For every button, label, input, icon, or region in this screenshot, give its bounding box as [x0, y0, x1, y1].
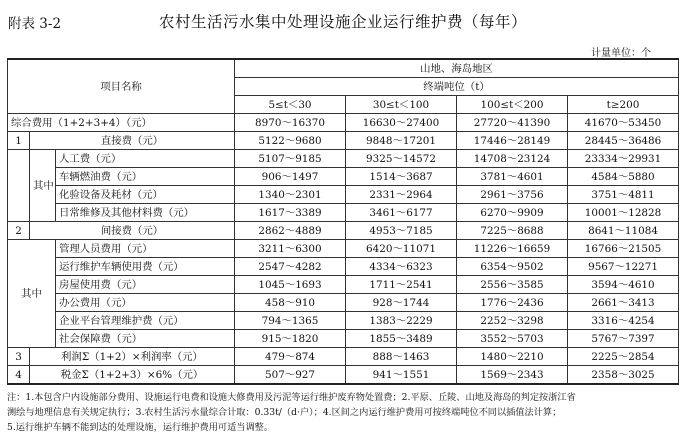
row-label: 日常维修及其他材料费（元） [56, 204, 235, 222]
table-cell: 1383～2229 [346, 312, 457, 330]
table-row [8, 276, 679, 294]
table-cell: 941～1551 [346, 366, 457, 385]
table-cell: 16630～27400 [346, 114, 457, 132]
table-row-total [8, 114, 679, 132]
table-cell: 1514～3687 [346, 168, 457, 186]
table-cell: 6270～9909 [457, 204, 568, 222]
table-cell: 479～874 [235, 348, 346, 366]
table-cell: 3781～4601 [457, 168, 568, 186]
table-cell: 8970～16370 [235, 114, 346, 132]
document-title: 农村生活污水集中处理设施企业运行维护费（每年） [158, 13, 527, 31]
table-cell: 2252～3298 [457, 312, 568, 330]
note-line: 注：1.本包含户内设施部分费用、设施运行电费和设施大修费用及污泥等运行维护废弃物处置费；2.平原、丘陵、山地及海岛的判定按浙江省 [7, 392, 576, 403]
table-cell: 3751～4811 [568, 186, 679, 204]
table-cell: 9567～12271 [568, 258, 679, 276]
table-cell: 7225～8688 [457, 222, 568, 240]
table-cell: 5107～9185 [235, 150, 346, 168]
row-label: 运行维护车辆使用费（元） [56, 258, 235, 276]
table-cell: 3211～6300 [235, 240, 346, 258]
row-label: 房屋使用费（元） [56, 276, 235, 294]
row-label: 利润Σ（1+2）×利润率（元） [30, 348, 235, 366]
table-cell: 11226～16659 [457, 240, 568, 258]
table-row-direct [8, 132, 679, 150]
table-cell: 6354～9502 [457, 258, 568, 276]
table-row [8, 294, 679, 312]
row-label: 综合费用（1+2+3+4）（元） [8, 114, 235, 132]
table-cell: 17446～28149 [457, 132, 568, 150]
scale-header: 终端吨位（t） [235, 78, 679, 96]
table-row-indirect [8, 222, 679, 240]
table-cell: 16766～21505 [568, 240, 679, 258]
table-cell: 888～1463 [346, 348, 457, 366]
table-row-tax [8, 366, 679, 385]
row-label: 车辆燃油费（元） [56, 168, 235, 186]
table-cell: 10001～12828 [568, 204, 679, 222]
row-label: 企业平台管理维护费（元） [56, 312, 235, 330]
table-cell: 4953～7185 [346, 222, 457, 240]
table-cell: 28445～36486 [568, 132, 679, 150]
row-number: 2 [8, 222, 30, 240]
row-number: 4 [8, 366, 30, 385]
table-cell: 6420～11071 [346, 240, 457, 258]
row-label: 税金Σ（1+2+3）×6%（元） [30, 366, 235, 385]
table-row [8, 204, 679, 222]
table-row [8, 150, 679, 168]
table-row [8, 186, 679, 204]
among-label: 其中 [30, 150, 56, 222]
table-row-profit [8, 348, 679, 366]
table-cell: 3316～4254 [568, 312, 679, 330]
table-row [8, 168, 679, 186]
row-label: 间接费（元） [30, 222, 235, 240]
header-row-region [8, 59, 679, 78]
table-cell: 1617～3389 [235, 204, 346, 222]
table-cell: 1569～2343 [457, 366, 568, 385]
table-cell: 928～1744 [346, 294, 457, 312]
table-row [8, 312, 679, 330]
table-cell: 2961～3756 [457, 186, 568, 204]
column-header: 100≤t＜200 [457, 96, 568, 114]
table-cell: 9848～17201 [346, 132, 457, 150]
appendix-label: 附表 3-2 [8, 16, 62, 32]
document-header [8, 8, 678, 34]
row-label: 直接费（元） [30, 132, 235, 150]
among-label: 其中 [8, 240, 56, 348]
table-row [8, 330, 679, 348]
table-cell: 27720～41390 [457, 114, 568, 132]
table-cell: 1340～2301 [235, 186, 346, 204]
table-cell: 794～1365 [235, 312, 346, 330]
row-number: 1 [8, 132, 30, 150]
row-label: 人工费（元） [56, 150, 235, 168]
table-cell: 1480～2210 [457, 348, 568, 366]
table-cell: 3552～5703 [457, 330, 568, 348]
table-row [8, 240, 679, 258]
cost-table [7, 58, 679, 385]
note-line: 测绘与地理信息有关规定执行；3.农村生活污水量综合计取：0.33t/（d·户）；4.区间之内运行维护费用可按终端吨位不同以插值法计算； [7, 407, 562, 418]
column-header: 5≤t＜30 [235, 96, 346, 114]
table-cell: 1855～3489 [346, 330, 457, 348]
table-row [8, 258, 679, 276]
row-number: 3 [8, 348, 30, 366]
table-cell: 41670～53450 [568, 114, 679, 132]
region-header: 山地、海岛地区 [235, 59, 679, 78]
table-cell: 5122～9680 [235, 132, 346, 150]
table-cell: 2556～3585 [457, 276, 568, 294]
table-cell: 4334～6323 [346, 258, 457, 276]
table-cell: 1045～1693 [235, 276, 346, 294]
table-cell: 9325～14572 [346, 150, 457, 168]
column-header: 30≤t＜100 [346, 96, 457, 114]
table-cell: 2358～3025 [568, 366, 679, 385]
table-cell: 1776～2436 [457, 294, 568, 312]
item-name-header: 项目名称 [8, 59, 235, 114]
table-cell: 507～927 [235, 366, 346, 385]
table-cell: 2862～4889 [235, 222, 346, 240]
note-line: 5.运行维护车辆不能到达的处理设施，运行维护费用可适当调整。 [7, 422, 274, 433]
table-cell: 2661～3413 [568, 294, 679, 312]
table-cell: 915～1820 [235, 330, 346, 348]
table-cell: 3461～6177 [346, 204, 457, 222]
table-cell: 14708～23124 [457, 150, 568, 168]
table-cell: 8641～11084 [568, 222, 679, 240]
table-cell: 1711～2541 [346, 276, 457, 294]
table-cell: 458～910 [235, 294, 346, 312]
row-label: 社会保障费（元） [56, 330, 235, 348]
blank-cell [8, 150, 30, 222]
row-label: 化验设备及耗材（元） [56, 186, 235, 204]
row-label: 管理人员费用（元） [56, 240, 235, 258]
table-cell: 23334～29931 [568, 150, 679, 168]
table-cell: 2547～4282 [235, 258, 346, 276]
table-cell: 4584～5880 [568, 168, 679, 186]
table-cell: 2331～2964 [346, 186, 457, 204]
row-label: 办公费用（元） [56, 294, 235, 312]
table-cell: 5767～7397 [568, 330, 679, 348]
table-cell: 906～1497 [235, 168, 346, 186]
column-header: t≥200 [568, 96, 679, 114]
unit-label: 计量单位：个 [591, 48, 651, 59]
table-cell: 2225～2854 [568, 348, 679, 366]
table-cell: 3594～4610 [568, 276, 679, 294]
table-notes [7, 390, 679, 435]
